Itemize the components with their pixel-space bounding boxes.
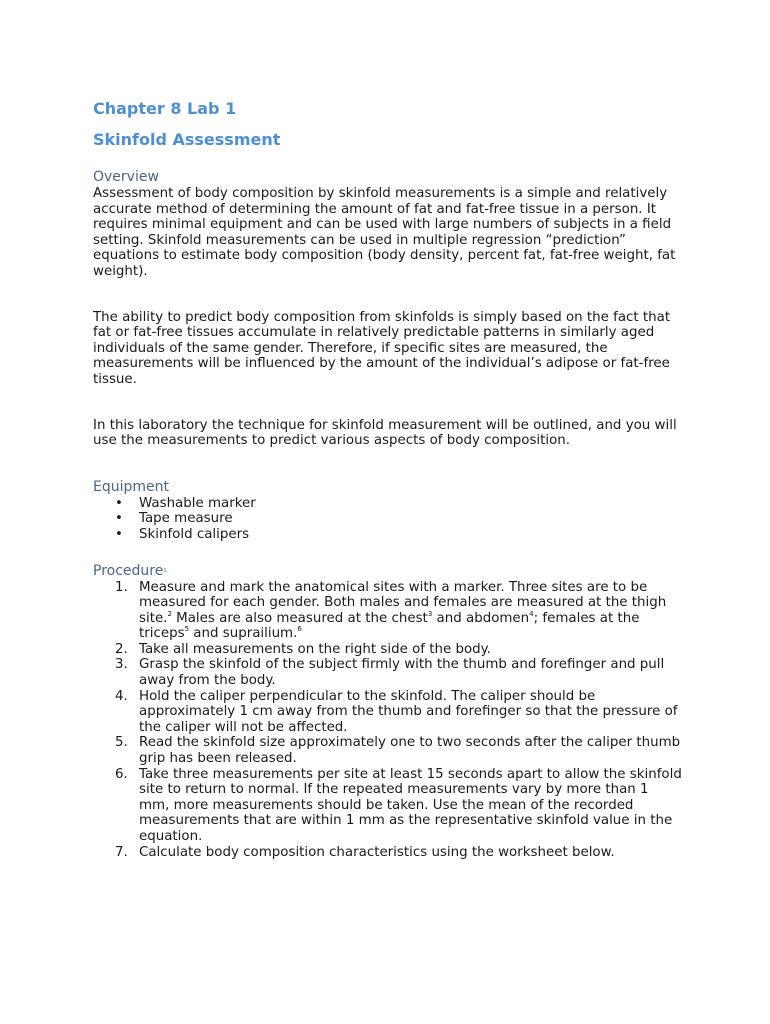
step-text bbox=[139, 580, 666, 642]
overview-paragraph-3: In this laboratory the technique for skinfold measurement will be outlined, and you will use the measurements to predict various aspects of body composition. bbox=[93, 417, 677, 449]
step-text: Grasp the skinfold of the subject firmly with the thumb and forefinger and pull away from the body. bbox=[139, 657, 665, 689]
page-title: Skinfold Assessment bbox=[93, 130, 281, 149]
step-text-part: ; females at the triceps bbox=[139, 610, 640, 642]
footnote-ref: 4 bbox=[529, 609, 534, 618]
list-item bbox=[93, 527, 683, 543]
footnote-ref: 1 bbox=[163, 567, 167, 574]
equipment-item-label: Tape measure bbox=[139, 511, 233, 527]
overview-paragraph-2: The ability to predict body composition from skinfolds is simply based on the fact that fat or fat-free tissues accumulate in relatively predictable patterns in similarly aged individuals of the same gender. Therefore, if specific sites are measured, the measurements will be influenced by the amount of the individual’s adipose or fat-free tissue. bbox=[93, 309, 671, 387]
procedure-list bbox=[93, 580, 683, 861]
bullet-icon: • bbox=[115, 526, 123, 542]
footnote-ref: 5 bbox=[184, 625, 190, 634]
overview-heading: Overview bbox=[93, 169, 159, 185]
footnote-ref: 6 bbox=[297, 625, 302, 634]
procedure-heading bbox=[93, 563, 683, 580]
step-number: 5. bbox=[115, 735, 128, 751]
step-text-part: Measure and mark the anatomical sites with a marker. Three sites are to be measured for each gender. Both males and females are measured at the thigh site. bbox=[139, 579, 667, 626]
footnote-ref: 2 bbox=[167, 609, 172, 618]
list-item bbox=[93, 735, 683, 766]
footnote-ref: 3 bbox=[427, 609, 433, 618]
step-text: Hold the caliper perpendicular to the skinfold. The caliper should be approximately 1 cm away from the thumb and forefinger so that the pressure of the caliper will not be affected. bbox=[139, 688, 678, 735]
list-item bbox=[93, 689, 683, 736]
list-item bbox=[93, 580, 683, 642]
list-item bbox=[93, 511, 683, 527]
equipment-item-label: Skinfold calipers bbox=[139, 526, 250, 542]
step-text-part: and suprailium. bbox=[189, 626, 298, 642]
step-text-part: Males are also measured at the chest bbox=[171, 610, 428, 626]
step-number: 3. bbox=[115, 657, 128, 673]
list-item bbox=[93, 657, 683, 688]
step-number: 4. bbox=[115, 688, 128, 704]
procedure-heading-text: Procedure bbox=[93, 562, 164, 579]
step-text: Take three measurements per site at least 15 seconds apart to allow the skinfold site to return to normal. If the repeated measurements vary by more than 1 mm, more measurements should be taken. Use the mean of the recorded measurements that are within 1 mm as the representative skinfold value in the equation. bbox=[139, 766, 682, 844]
step-text-part: and abdomen bbox=[432, 610, 530, 626]
document-page bbox=[93, 98, 683, 860]
list-item bbox=[93, 845, 683, 861]
step-number: 6. bbox=[115, 766, 128, 782]
step-text: Take all measurements on the right side of the body. bbox=[139, 641, 491, 657]
step-text: Calculate body composition characteristics using the worksheet below. bbox=[139, 844, 615, 860]
bullet-icon: • bbox=[115, 511, 123, 527]
chapter-title: Chapter 8 Lab 1 bbox=[93, 99, 237, 118]
equipment-heading: Equipment bbox=[93, 478, 169, 495]
step-text: Read the skinfold size approximately one to two seconds after the caliper thumb grip has been released. bbox=[139, 735, 681, 767]
equipment-list bbox=[93, 496, 683, 543]
step-number: 1. bbox=[115, 579, 128, 595]
overview-paragraph-1: Assessment of body composition by skinfold measurements is a simple and relatively accurate method of determining the amount of fat and fat-free tissue in a person. It requires minimal equipment and can be used with large numbers of subjects in a field setting. Skinfold measurements can be used in multiple regression “prediction” equations to estimate body composition (body density, percent fat, fat-free weight, fat weight). bbox=[93, 186, 676, 279]
bullet-icon: • bbox=[115, 495, 123, 511]
equipment-item-label: Washable marker bbox=[139, 495, 256, 511]
list-item bbox=[93, 642, 683, 658]
list-item bbox=[93, 767, 683, 845]
step-number: 7. bbox=[115, 844, 128, 860]
step-number: 2. bbox=[115, 641, 128, 657]
list-item bbox=[93, 496, 683, 512]
